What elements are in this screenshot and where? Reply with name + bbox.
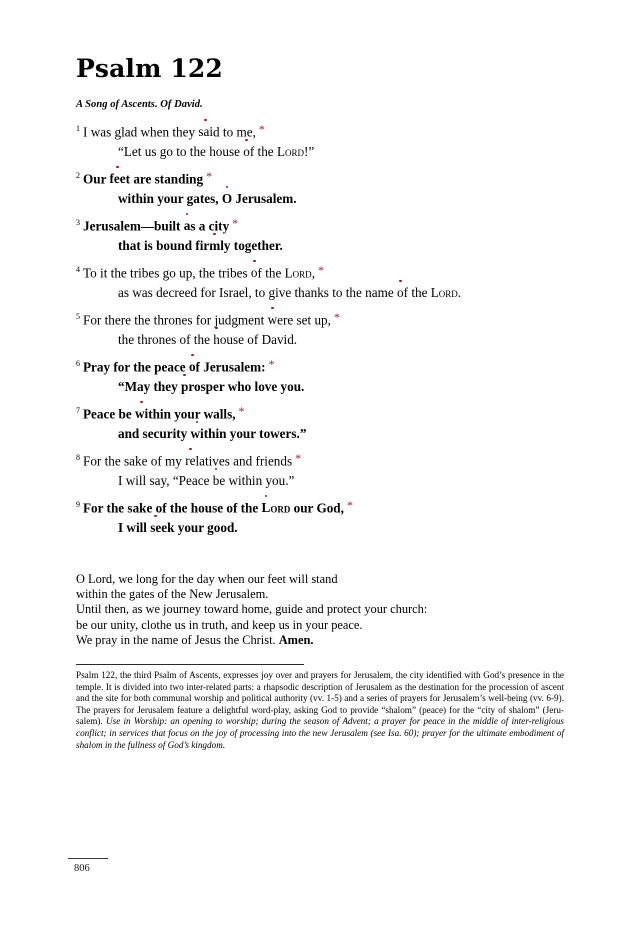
- verse-text: Jerusalem.: [232, 191, 297, 206]
- footnote-use-in-worship: Use in Worship: an opening to worship; during the season of Advent; a prayer for peace in the middle of inter-religious conflict; in services that focus on the joy of processing into the new Jerusalem (see Isa. 60); prayer for the ultimate embodiment of shalom in the fullness of God’s kingdom.: [76, 716, 565, 750]
- verse-line-a: [76, 166, 564, 190]
- verse-text: the thrones of the: [118, 332, 214, 347]
- asterisk-icon: *: [232, 215, 239, 230]
- verse-5: [76, 307, 564, 351]
- prayer-line: O Lord, we long for the day when our feet will stand: [76, 572, 338, 586]
- page-title: Psalm 122: [76, 54, 223, 83]
- verse-text: For there the thrones for judgment: [83, 312, 268, 327]
- verse-number: 2: [76, 171, 80, 180]
- pointing-dot: wi: [190, 426, 204, 441]
- verse-4: [76, 260, 564, 304]
- verse-line-a: [76, 213, 564, 237]
- verse-text: latives and friends: [195, 453, 293, 468]
- verse-text: “May they: [118, 379, 181, 394]
- verse-text: Our: [83, 171, 110, 186]
- verse-text: ere set up,: [277, 312, 331, 327]
- footnote-section: [76, 664, 564, 751]
- page-number-divider: [68, 858, 108, 859]
- verse-1: [76, 119, 564, 163]
- verse-text: as was decreed for Israel, to give thanks to the name: [118, 285, 398, 300]
- verse-text: thin your walls,: [148, 406, 236, 421]
- verse-list: [76, 119, 564, 539]
- verse-3: [76, 213, 564, 257]
- pointing-dot: O: [221, 191, 233, 206]
- verse-text: .: [457, 285, 462, 300]
- pointing-dot: o: [397, 285, 404, 300]
- verse-text: Jerusalem—built: [83, 218, 184, 233]
- prayer-line: be our unity, clothe us in truth, and keep us in your peace.: [76, 617, 363, 632]
- verse-text: thin your towers.”: [203, 426, 307, 441]
- psalm-superscription: A Song of Ascents. Of David.: [76, 98, 203, 110]
- verse-text: ,: [311, 265, 315, 280]
- page-footer: [68, 858, 188, 874]
- footnote-text: [76, 670, 564, 751]
- pointing-dot: o: [188, 359, 196, 374]
- verse-line-b: [76, 189, 564, 209]
- asterisk-icon: *: [295, 450, 302, 465]
- prayer-block: [76, 572, 564, 648]
- footnote-divider: [76, 664, 304, 665]
- verse-text: our God,: [290, 500, 344, 515]
- pointing-dot: re: [185, 453, 196, 468]
- verse-text: rosper who love you.: [188, 379, 305, 394]
- verse-line-a: [76, 495, 564, 519]
- asterisk-icon: *: [238, 403, 245, 418]
- verse-text: f the: [249, 144, 277, 159]
- verse-line-a: [76, 354, 564, 378]
- pointing-dot: h: [213, 332, 220, 347]
- verse-text: f the: [403, 285, 431, 300]
- verse-number: 3: [76, 218, 80, 227]
- pointing-dot: sai: [198, 124, 214, 139]
- divine-name: Lord: [430, 285, 458, 300]
- verse-text: I will say, “Peace: [118, 473, 213, 488]
- verse-number: 8: [76, 453, 80, 462]
- verse-number: 5: [76, 312, 80, 321]
- pointing-dot: w: [267, 312, 278, 327]
- pointing-dot: b: [212, 473, 220, 488]
- asterisk-icon: *: [317, 262, 324, 277]
- verse-line-b: [76, 518, 564, 538]
- asterisk-icon: *: [206, 168, 213, 183]
- verse-line-b: [76, 283, 564, 303]
- verse-text: ouse of David.: [219, 332, 298, 347]
- page-content: [76, 55, 564, 751]
- verse-number: 6: [76, 359, 80, 368]
- verse-text: f the: [257, 265, 285, 280]
- pointing-dot: m: [209, 238, 221, 253]
- pointing-dot: fee: [109, 171, 126, 186]
- verse-number: 1: [76, 124, 80, 133]
- asterisk-icon: *: [258, 121, 265, 136]
- verse-line-a: [76, 119, 564, 143]
- verse-text: t are standing: [125, 171, 204, 186]
- asterisk-icon: *: [268, 356, 275, 371]
- prayer-line: within the gates of the New Jerusalem.: [76, 587, 269, 602]
- divine-name: ord: [270, 500, 291, 515]
- verse-text: that is bound fir: [118, 238, 210, 253]
- footnote-body: Psalm 122, the third Psalm of Ascents, expresses joy over and prayers for Jerusalem, the city identified with God’s presence in the temple. It is divided into two inter-related parts: a rhapsodic description of Jerusalem as the destination for the procession of ascent and the site for both communal worship and political authority (vv. 1-5) and a series of prayers for Jerusalem’s well-being (vv. 6-9). The prayers for Jerusalem feature a delightful word-play, asking God to provide “shalom” (peace) for the “city of shalom” (Jeru-salem).: [76, 670, 564, 727]
- verse-text: s a city: [190, 218, 230, 233]
- verse-text: Peace be: [83, 406, 135, 421]
- asterisk-icon: *: [346, 497, 353, 512]
- verse-line-a: [76, 401, 564, 425]
- pointing-dot: wi: [135, 406, 149, 421]
- verse-text: f Jerusalem:: [195, 359, 266, 374]
- prayer-line: Until then, as we journey toward home, guide and protect your church:: [76, 602, 428, 617]
- pointing-dot: se: [150, 520, 162, 535]
- verse-line-a: [76, 260, 564, 284]
- page-number: 806: [74, 863, 90, 874]
- verse-text: I was glad when they: [83, 124, 199, 139]
- prayer-line-final: [76, 633, 564, 648]
- verse-text: For the sake of the house of the: [83, 500, 262, 515]
- amen-text: Amen.: [278, 632, 314, 647]
- pointing-dot: o: [250, 265, 258, 280]
- verse-number: 7: [76, 406, 80, 415]
- verse-text: I will: [118, 520, 151, 535]
- verse-line-b: [76, 236, 564, 256]
- verse-text: e within you.”: [219, 473, 295, 488]
- verse-text: ek your good.: [161, 520, 238, 535]
- verse-text: To it the tribes go up, the tribes: [83, 265, 251, 280]
- pointing-dot: L: [261, 500, 271, 515]
- verse-7: [76, 401, 564, 445]
- pointing-dot: a: [183, 218, 191, 233]
- verse-line-a: [76, 307, 564, 331]
- verse-text: ly together.: [220, 238, 283, 253]
- verse-2: [76, 166, 564, 210]
- verse-text: !”: [304, 144, 315, 159]
- verse-8: [76, 448, 564, 492]
- verse-number: 4: [76, 265, 80, 274]
- verse-line-b: [76, 471, 564, 491]
- verse-text: and security: [118, 426, 191, 441]
- verse-number: 9: [76, 500, 80, 509]
- verse-line-b: [76, 424, 564, 444]
- pointing-dot: p: [181, 379, 189, 394]
- verse-text: within your gates,: [118, 191, 222, 206]
- prayer-text: We pray in the name of Jesus the Christ.: [76, 632, 279, 647]
- verse-line-b: [76, 142, 564, 162]
- verse-text: Pray for the peace: [83, 359, 189, 374]
- verse-text: d to me,: [213, 124, 256, 139]
- verse-6: [76, 354, 564, 398]
- pointing-dot: o: [243, 144, 250, 159]
- verse-9: [76, 495, 564, 539]
- asterisk-icon: *: [333, 309, 340, 324]
- verse-line-b: [76, 330, 564, 350]
- verse-line-b: [76, 377, 564, 397]
- verse-line-a: [76, 448, 564, 472]
- verse-text: “Let us go to the house: [118, 144, 244, 159]
- verse-text: For the sake of my: [83, 453, 186, 468]
- divine-name: Lord: [276, 144, 305, 159]
- divine-name: Lord: [284, 265, 312, 280]
